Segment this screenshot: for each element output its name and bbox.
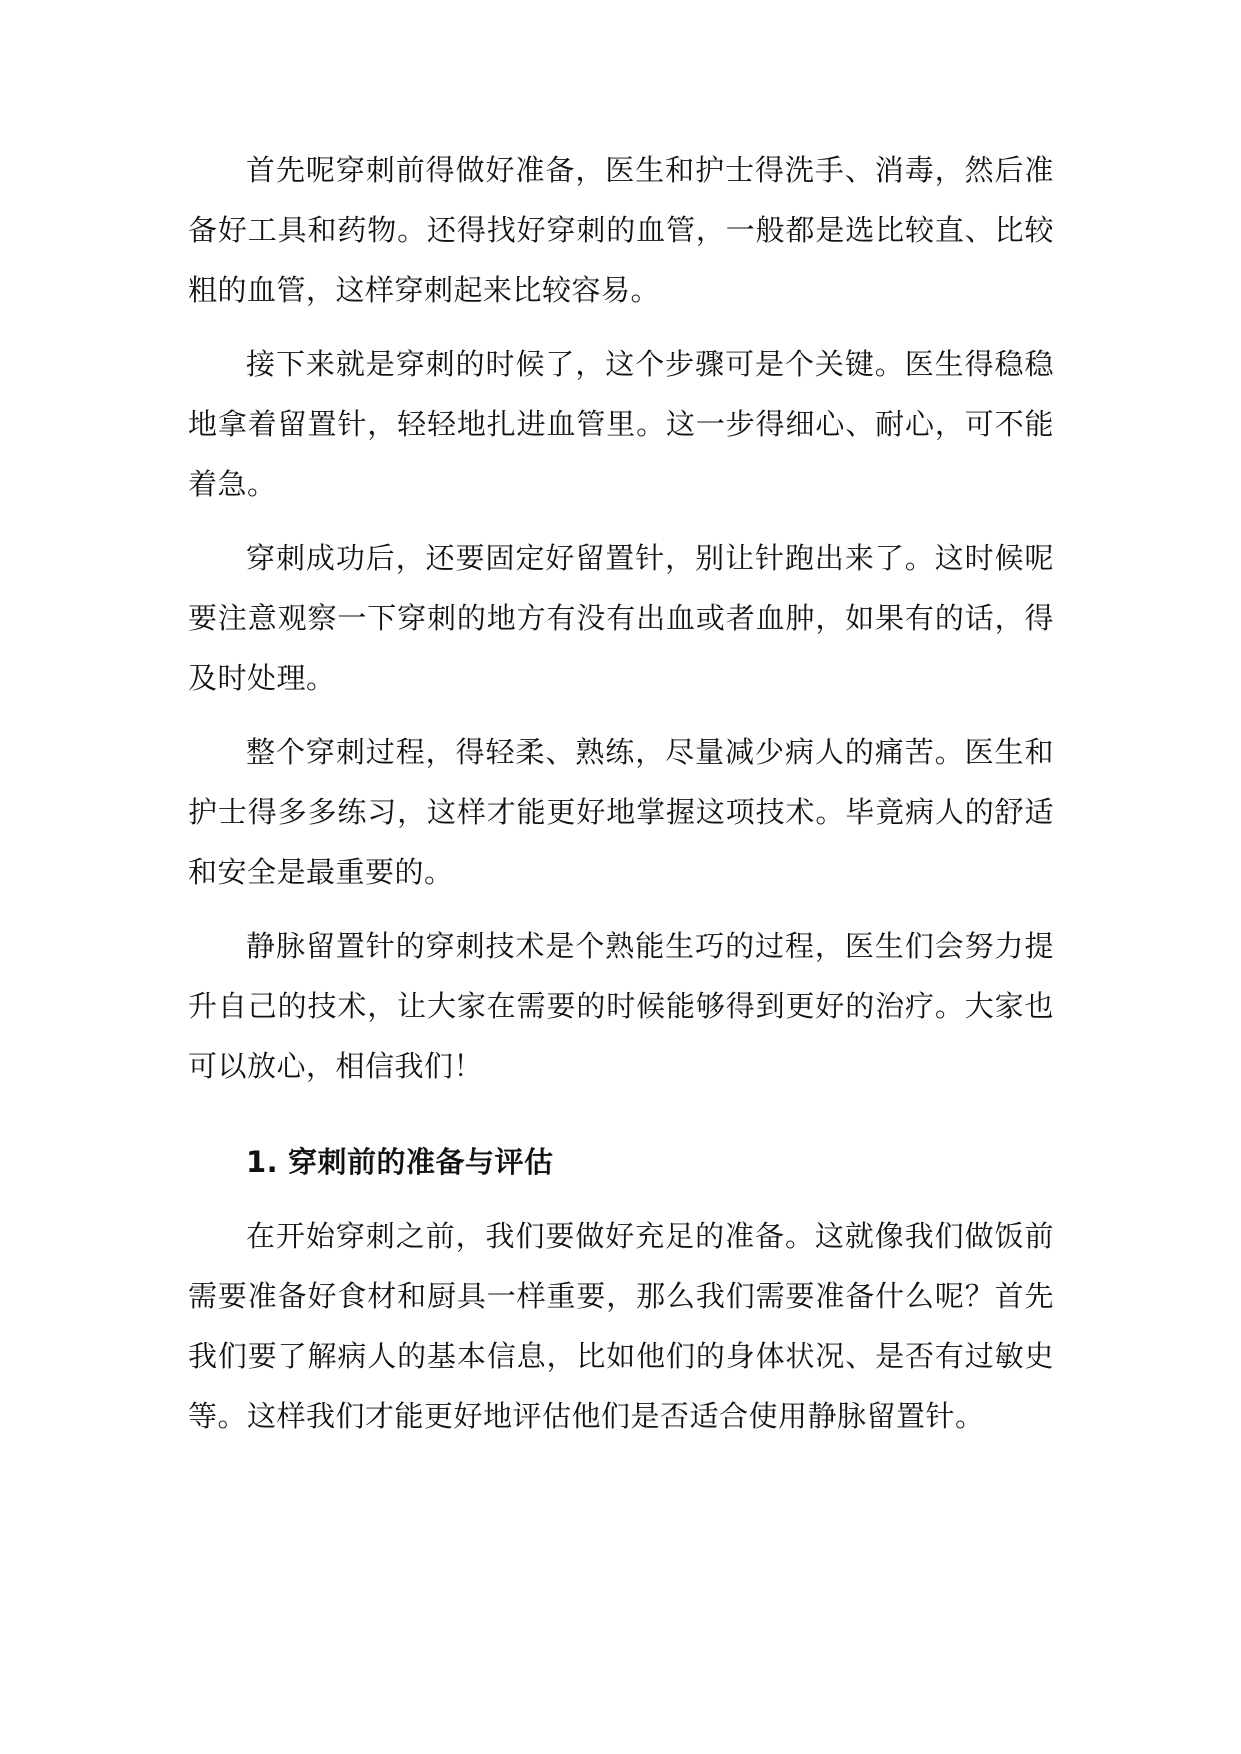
paragraph-preparation: 首先呢穿刺前得做好准备，医生和护士得洗手、消毒，然后准备好工具和药物。还得找好穿刺的血管，一般都是选比较直、比较粗的血管，这样穿刺起来比较容易。 (188, 153, 1054, 307)
paragraph-fixation: 穿刺成功后，还要固定好留置针，别让针跑出来了。这时候呢要注意观察一下穿刺的地方有没有出血或者血肿，如果有的话，得及时处理。 (188, 541, 1054, 695)
paragraph-section-intro: 在开始穿刺之前，我们要做好充足的准备。这就像我们做饭前需要准备好食材和厨具一样重要，那么我们需要准备什么呢？首先我们要了解病人的基本信息，比如他们的身体状况、是否有过敏史等。这样我们才能更好地评估他们是否适合使用静脉留置针。 (188, 1219, 1054, 1433)
section-number: 1. (246, 1145, 279, 1179)
paragraph-conclusion: 静脉留置针的穿刺技术是个熟能生巧的过程，医生们会努力提升自己的技术，让大家在需要的时候能够得到更好的治疗。大家也可以放心，相信我们！ (188, 929, 1054, 1083)
paragraph-puncture-step: 接下来就是穿刺的时候了，这个步骤可是个关键。医生得稳稳地拿着留置针，轻轻地扎进血管里。这一步得细心、耐心，可不能着急。 (188, 347, 1054, 501)
section-title: 穿刺前的准备与评估 (288, 1145, 554, 1179)
section-heading (246, 1132, 1054, 1192)
paragraph-gentle-technique: 整个穿刺过程，得轻柔、熟练，尽量减少病人的痛苦。医生和护士得多多练习，这样才能更好地掌握这项技术。毕竟病人的舒适和安全是最重要的。 (188, 735, 1054, 889)
document-body (188, 140, 1054, 1460)
